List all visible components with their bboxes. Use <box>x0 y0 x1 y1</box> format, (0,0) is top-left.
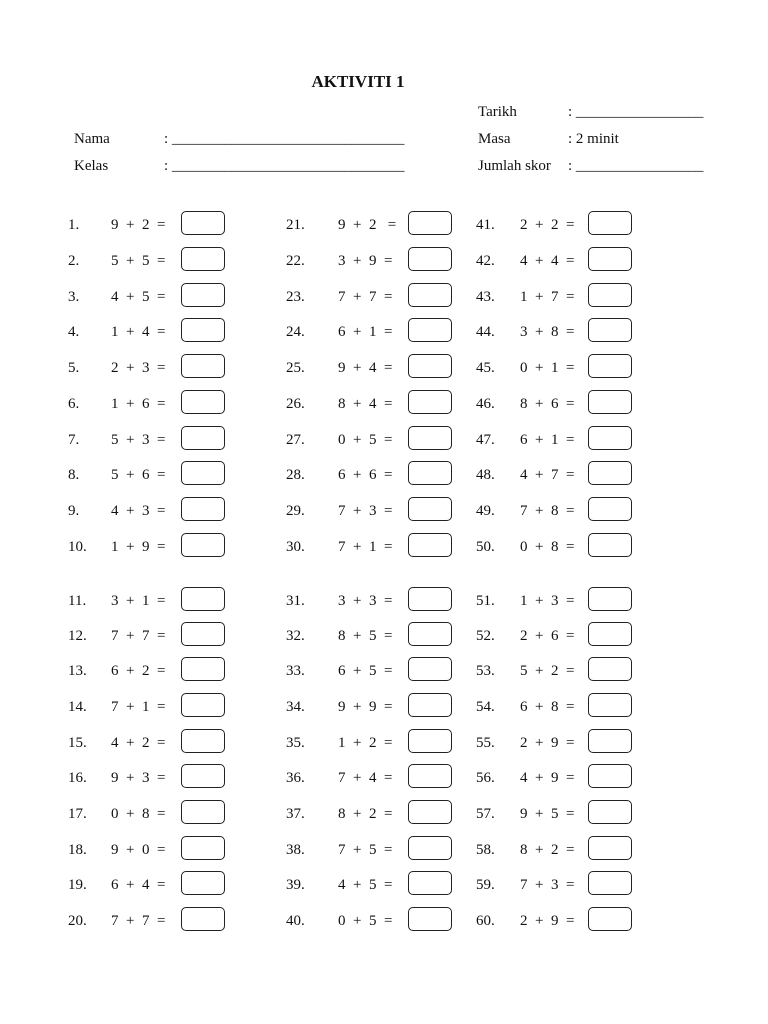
problem-expression: 4 + 7 = <box>520 467 575 483</box>
answer-box[interactable] <box>588 800 632 824</box>
answer-box[interactable] <box>588 426 632 450</box>
problem-number: 40. <box>286 913 305 929</box>
answer-box[interactable] <box>181 461 225 485</box>
problem-expression: 3 + 1 = <box>111 593 166 609</box>
problem-number: 9. <box>68 503 80 519</box>
answer-box[interactable] <box>588 657 632 681</box>
problem-expression: 7 + 1 = <box>338 539 393 555</box>
answer-box[interactable] <box>408 390 452 414</box>
problem-number: 55. <box>476 735 495 751</box>
problem-expression: 7 + 8 = <box>520 503 575 519</box>
problem-expression: 6 + 4 = <box>111 877 166 893</box>
problem-number: 15. <box>68 735 87 751</box>
answer-box[interactable] <box>408 283 452 307</box>
problem-expression: 9 + 5 = <box>520 806 575 822</box>
problem-number: 32. <box>286 628 305 644</box>
problem-number: 18. <box>68 842 87 858</box>
problem-expression: 3 + 9 = <box>338 253 393 269</box>
answer-box[interactable] <box>588 907 632 931</box>
answer-box[interactable] <box>408 461 452 485</box>
answer-box[interactable] <box>181 533 225 557</box>
problem-number: 2. <box>68 253 80 269</box>
problem-expression: 9 + 9 = <box>338 699 393 715</box>
problem-expression: 8 + 5 = <box>338 628 393 644</box>
problem-expression: 6 + 6 = <box>338 467 393 483</box>
problem-number: 25. <box>286 360 305 376</box>
problem-number: 8. <box>68 467 80 483</box>
problem-number: 47. <box>476 432 495 448</box>
answer-box[interactable] <box>588 622 632 646</box>
problem-number: 45. <box>476 360 495 376</box>
problem-number: 34. <box>286 699 305 715</box>
problem-number: 49. <box>476 503 495 519</box>
problem-expression: 4 + 2 = <box>111 735 166 751</box>
problem-number: 30. <box>286 539 305 555</box>
problem-number: 24. <box>286 324 305 340</box>
kelas-label: Kelas <box>74 158 109 174</box>
answer-box[interactable] <box>588 247 632 271</box>
problem-expression: 2 + 9 = <box>520 913 575 929</box>
problem-number: 36. <box>286 770 305 786</box>
problem-number: 27. <box>286 432 305 448</box>
problem-expression: 8 + 2 = <box>520 842 575 858</box>
problem-expression: 2 + 6 = <box>520 628 575 644</box>
problem-expression: 9 + 2 = <box>338 217 397 233</box>
problem-number: 39. <box>286 877 305 893</box>
problem-number: 52. <box>476 628 495 644</box>
answer-box[interactable] <box>181 354 225 378</box>
problem-expression: 7 + 3 = <box>338 503 393 519</box>
problem-number: 12. <box>68 628 87 644</box>
problem-expression: 4 + 9 = <box>520 770 575 786</box>
answer-box[interactable] <box>588 461 632 485</box>
problem-expression: 7 + 3 = <box>520 877 575 893</box>
answer-box[interactable] <box>181 764 225 788</box>
problem-number: 54. <box>476 699 495 715</box>
problem-number: 20. <box>68 913 87 929</box>
problem-number: 60. <box>476 913 495 929</box>
problem-number: 19. <box>68 877 87 893</box>
answer-box[interactable] <box>181 318 225 342</box>
problem-number: 26. <box>286 396 305 412</box>
problem-number: 48. <box>476 467 495 483</box>
answer-box[interactable] <box>181 622 225 646</box>
answer-box[interactable] <box>181 211 225 235</box>
problem-number: 21. <box>286 217 305 233</box>
answer-box[interactable] <box>408 318 452 342</box>
problem-expression: 4 + 5 = <box>111 289 166 305</box>
problem-expression: 6 + 8 = <box>520 699 575 715</box>
answer-box[interactable] <box>181 497 225 521</box>
problem-number: 31. <box>286 593 305 609</box>
problem-expression: 9 + 4 = <box>338 360 393 376</box>
problem-expression: 1 + 3 = <box>520 593 575 609</box>
problem-number: 10. <box>68 539 87 555</box>
problem-expression: 4 + 3 = <box>111 503 166 519</box>
problem-number: 38. <box>286 842 305 858</box>
answer-box[interactable] <box>181 907 225 931</box>
answer-box[interactable] <box>181 283 225 307</box>
problem-number: 11. <box>68 593 87 609</box>
answer-box[interactable] <box>181 587 225 611</box>
nama-field[interactable]: : _______________________________ <box>164 131 405 147</box>
problem-number: 13. <box>68 663 87 679</box>
problem-number: 23. <box>286 289 305 305</box>
answer-box[interactable] <box>408 497 452 521</box>
answer-box[interactable] <box>588 497 632 521</box>
problem-number: 14. <box>68 699 87 715</box>
answer-box[interactable] <box>408 587 452 611</box>
problem-expression: 7 + 7 = <box>338 289 393 305</box>
answer-box[interactable] <box>181 729 225 753</box>
problem-expression: 9 + 3 = <box>111 770 166 786</box>
masa-value: : 2 minit <box>568 131 619 147</box>
tarikh-field[interactable]: : _________________ <box>568 104 704 120</box>
answer-box[interactable] <box>181 800 225 824</box>
answer-box[interactable] <box>408 622 452 646</box>
problem-expression: 9 + 0 = <box>111 842 166 858</box>
problem-expression: 7 + 7 = <box>111 628 166 644</box>
problem-number: 53. <box>476 663 495 679</box>
problem-number: 42. <box>476 253 495 269</box>
problem-expression: 7 + 5 = <box>338 842 393 858</box>
answer-box[interactable] <box>408 693 452 717</box>
answer-box[interactable] <box>408 729 452 753</box>
problem-number: 56. <box>476 770 495 786</box>
answer-box[interactable] <box>588 390 632 414</box>
problem-number: 16. <box>68 770 87 786</box>
answer-box[interactable] <box>181 836 225 860</box>
problem-expression: 2 + 3 = <box>111 360 166 376</box>
problem-expression: 1 + 2 = <box>338 735 393 751</box>
problem-number: 17. <box>68 806 87 822</box>
answer-box[interactable] <box>408 871 452 895</box>
problem-expression: 0 + 1 = <box>520 360 575 376</box>
problem-expression: 8 + 2 = <box>338 806 393 822</box>
answer-box[interactable] <box>588 354 632 378</box>
problem-expression: 9 + 2 = <box>111 217 166 233</box>
problem-expression: 2 + 9 = <box>520 735 575 751</box>
problem-number: 44. <box>476 324 495 340</box>
jumlah-skor-label: Jumlah skor <box>478 158 551 174</box>
problem-expression: 4 + 5 = <box>338 877 393 893</box>
answer-box[interactable] <box>588 729 632 753</box>
answer-box[interactable] <box>181 426 225 450</box>
problem-expression: 5 + 2 = <box>520 663 575 679</box>
answer-box[interactable] <box>588 764 632 788</box>
problem-number: 22. <box>286 253 305 269</box>
worksheet-title: AKTIVITI 1 <box>311 72 405 91</box>
answer-box[interactable] <box>408 657 452 681</box>
problem-number: 58. <box>476 842 495 858</box>
problem-number: 4. <box>68 324 80 340</box>
problem-number: 37. <box>286 806 305 822</box>
answer-box[interactable] <box>408 907 452 931</box>
problem-expression: 0 + 8 = <box>520 539 575 555</box>
problem-expression: 1 + 9 = <box>111 539 166 555</box>
jumlah-skor-field[interactable]: : _________________ <box>568 158 704 174</box>
answer-box[interactable] <box>408 764 452 788</box>
answer-box[interactable] <box>181 657 225 681</box>
problem-expression: 0 + 5 = <box>338 432 393 448</box>
problem-number: 28. <box>286 467 305 483</box>
problem-expression: 8 + 4 = <box>338 396 393 412</box>
tarikh-label: Tarikh <box>478 104 517 120</box>
answer-box[interactable] <box>588 318 632 342</box>
answer-box[interactable] <box>408 247 452 271</box>
answer-box[interactable] <box>408 800 452 824</box>
problem-expression: 3 + 3 = <box>338 593 393 609</box>
problem-expression: 7 + 4 = <box>338 770 393 786</box>
problem-expression: 5 + 6 = <box>111 467 166 483</box>
answer-box[interactable] <box>408 354 452 378</box>
problem-expression: 1 + 7 = <box>520 289 575 305</box>
answer-box[interactable] <box>408 426 452 450</box>
answer-box[interactable] <box>588 693 632 717</box>
answer-box[interactable] <box>588 211 632 235</box>
problem-expression: 0 + 8 = <box>111 806 166 822</box>
answer-box[interactable] <box>588 871 632 895</box>
answer-box[interactable] <box>181 247 225 271</box>
answer-box[interactable] <box>408 211 452 235</box>
problem-expression: 8 + 6 = <box>520 396 575 412</box>
problem-expression: 7 + 7 = <box>111 913 166 929</box>
problem-expression: 6 + 5 = <box>338 663 393 679</box>
kelas-field[interactable]: : _______________________________ <box>164 158 405 174</box>
problem-number: 46. <box>476 396 495 412</box>
problem-number: 41. <box>476 217 495 233</box>
answer-box[interactable] <box>588 533 632 557</box>
problem-expression: 5 + 5 = <box>111 253 166 269</box>
problem-expression: 1 + 6 = <box>111 396 166 412</box>
problem-number: 57. <box>476 806 495 822</box>
problem-number: 3. <box>68 289 80 305</box>
answer-box[interactable] <box>181 871 225 895</box>
problem-expression: 1 + 4 = <box>111 324 166 340</box>
problem-number: 43. <box>476 289 495 305</box>
answer-box[interactable] <box>408 533 452 557</box>
problem-number: 5. <box>68 360 80 376</box>
problem-expression: 4 + 4 = <box>520 253 575 269</box>
problem-expression: 5 + 3 = <box>111 432 166 448</box>
problem-number: 50. <box>476 539 495 555</box>
problem-expression: 7 + 1 = <box>111 699 166 715</box>
problem-number: 6. <box>68 396 80 412</box>
problem-number: 7. <box>68 432 80 448</box>
answer-box[interactable] <box>588 587 632 611</box>
problem-expression: 0 + 5 = <box>338 913 393 929</box>
problem-expression: 6 + 1 = <box>338 324 393 340</box>
problem-expression: 6 + 2 = <box>111 663 166 679</box>
problem-number: 35. <box>286 735 305 751</box>
problem-expression: 6 + 1 = <box>520 432 575 448</box>
problem-number: 59. <box>476 877 495 893</box>
answer-box[interactable] <box>181 390 225 414</box>
problem-number: 1. <box>68 217 80 233</box>
problem-expression: 3 + 8 = <box>520 324 575 340</box>
answer-box[interactable] <box>588 283 632 307</box>
problem-number: 33. <box>286 663 305 679</box>
problem-number: 29. <box>286 503 305 519</box>
answer-box[interactable] <box>408 836 452 860</box>
masa-label: Masa <box>478 131 511 147</box>
answer-box[interactable] <box>181 693 225 717</box>
problem-expression: 2 + 2 = <box>520 217 575 233</box>
nama-label: Nama <box>74 131 110 147</box>
answer-box[interactable] <box>588 836 632 860</box>
problem-number: 51. <box>476 593 495 609</box>
